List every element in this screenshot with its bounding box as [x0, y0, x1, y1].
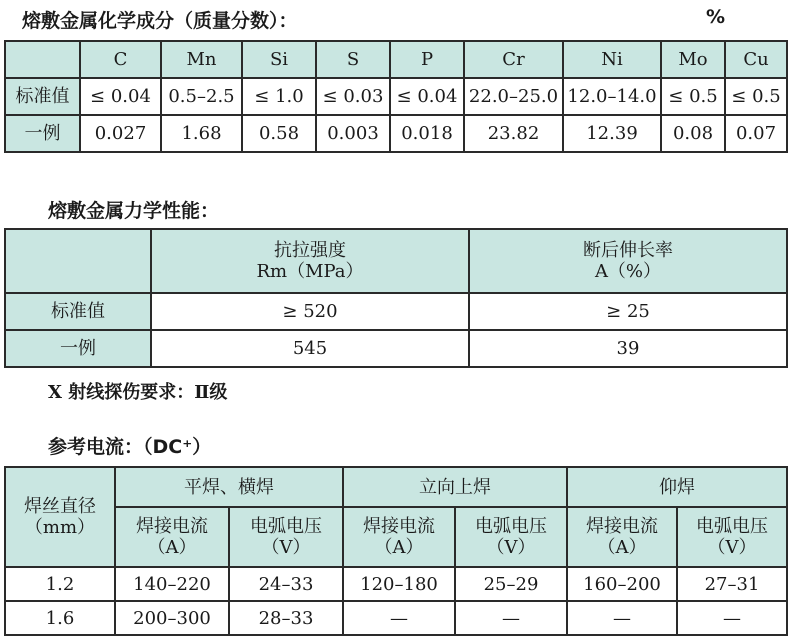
table-cell: 28–33 [229, 601, 343, 635]
table-cell: 12.39 [563, 115, 661, 152]
table-cell: 140–220 [115, 567, 229, 601]
arc-voltage-header: 电弧电压 （V） [229, 507, 343, 567]
arc-voltage-header: 电弧电压 （V） [677, 507, 787, 567]
element-header: Ni [563, 41, 661, 78]
table-cell: 160–200 [567, 567, 677, 601]
chem-header-row [5, 41, 787, 78]
table-cell: 1.68 [161, 115, 242, 152]
table-cell: ≤ 0.04 [80, 78, 161, 115]
chem-table [4, 40, 788, 153]
table-cell: — [455, 601, 567, 635]
element-header: Cu [725, 41, 787, 78]
chem-row-example [5, 115, 787, 152]
mech-corner-cell [5, 229, 151, 293]
table-cell: 0.027 [80, 115, 161, 152]
element-header: Cr [464, 41, 563, 78]
table-cell: 23.82 [464, 115, 563, 152]
diameter-cell: 1.6 [5, 601, 115, 635]
current-sub-header-row [5, 507, 787, 567]
mech-row-standard [5, 293, 787, 330]
row-label: 标准值 [5, 78, 80, 115]
mech-title: 熔敷金属力学性能： [48, 200, 220, 222]
table-cell: ≤ 0.03 [316, 78, 390, 115]
position-header-flat: 平焊、横焊 [115, 467, 343, 507]
chem-title: 熔敷金属化学成分（质量分数）： [22, 10, 298, 32]
elongation-header: 断后伸长率 A（%） [469, 229, 787, 293]
wire-diameter-header: 焊丝直径 （mm） [5, 467, 115, 567]
table-cell: 0.08 [661, 115, 725, 152]
table-cell: 0.07 [725, 115, 787, 152]
position-header-vertical-up: 立向上焊 [343, 467, 567, 507]
element-header: P [390, 41, 464, 78]
table-cell: ≤ 0.5 [725, 78, 787, 115]
table-cell: 0.018 [390, 115, 464, 152]
table-cell: 12.0–14.0 [563, 78, 661, 115]
table-cell: 0.5–2.5 [161, 78, 242, 115]
table-cell: 24–33 [229, 567, 343, 601]
row-label: 一例 [5, 115, 80, 152]
table-cell: 545 [151, 330, 469, 367]
mech-table [4, 228, 788, 368]
table-cell: 22.0–25.0 [464, 78, 563, 115]
table-cell: ≥ 520 [151, 293, 469, 330]
table-cell: ≤ 0.04 [390, 78, 464, 115]
table-cell: ≤ 0.5 [661, 78, 725, 115]
table-cell: ≤ 1.0 [242, 78, 316, 115]
table-cell: 25–29 [455, 567, 567, 601]
welding-current-header: 焊接电流 （A） [343, 507, 455, 567]
element-header: Mo [661, 41, 725, 78]
welding-current-header: 焊接电流 （A） [115, 507, 229, 567]
current-table [4, 466, 788, 636]
table-cell: — [567, 601, 677, 635]
current-position-row [5, 467, 787, 507]
element-header: S [316, 41, 390, 78]
mech-header-row [5, 229, 787, 293]
current-row-1-2 [5, 567, 787, 601]
element-header: Mn [161, 41, 242, 78]
row-label: 一例 [5, 330, 151, 367]
diameter-cell: 1.2 [5, 567, 115, 601]
mech-row-example [5, 330, 787, 367]
table-cell: 39 [469, 330, 787, 367]
table-cell: 120–180 [343, 567, 455, 601]
position-header-overhead: 仰焊 [567, 467, 787, 507]
chem-corner-cell [5, 41, 80, 78]
chem-row-standard [5, 78, 787, 115]
xray-requirement: X 射线探伤要求：Ⅱ级 [48, 382, 228, 403]
table-cell: 0.003 [316, 115, 390, 152]
table-cell: — [677, 601, 787, 635]
table-cell: — [343, 601, 455, 635]
row-label: 标准值 [5, 293, 151, 330]
table-cell: ≥ 25 [469, 293, 787, 330]
chem-unit: % [706, 6, 726, 28]
tensile-strength-header: 抗拉强度 Rm（MPa） [151, 229, 469, 293]
table-cell: 27–31 [677, 567, 787, 601]
table-cell: 200–300 [115, 601, 229, 635]
welding-current-header: 焊接电流 （A） [567, 507, 677, 567]
table-cell: 0.58 [242, 115, 316, 152]
element-header: Si [242, 41, 316, 78]
current-title: 参考电流：（DC⁺） [48, 436, 212, 458]
current-row-1-6 [5, 601, 787, 635]
arc-voltage-header: 电弧电压 （V） [455, 507, 567, 567]
element-header: C [80, 41, 161, 78]
